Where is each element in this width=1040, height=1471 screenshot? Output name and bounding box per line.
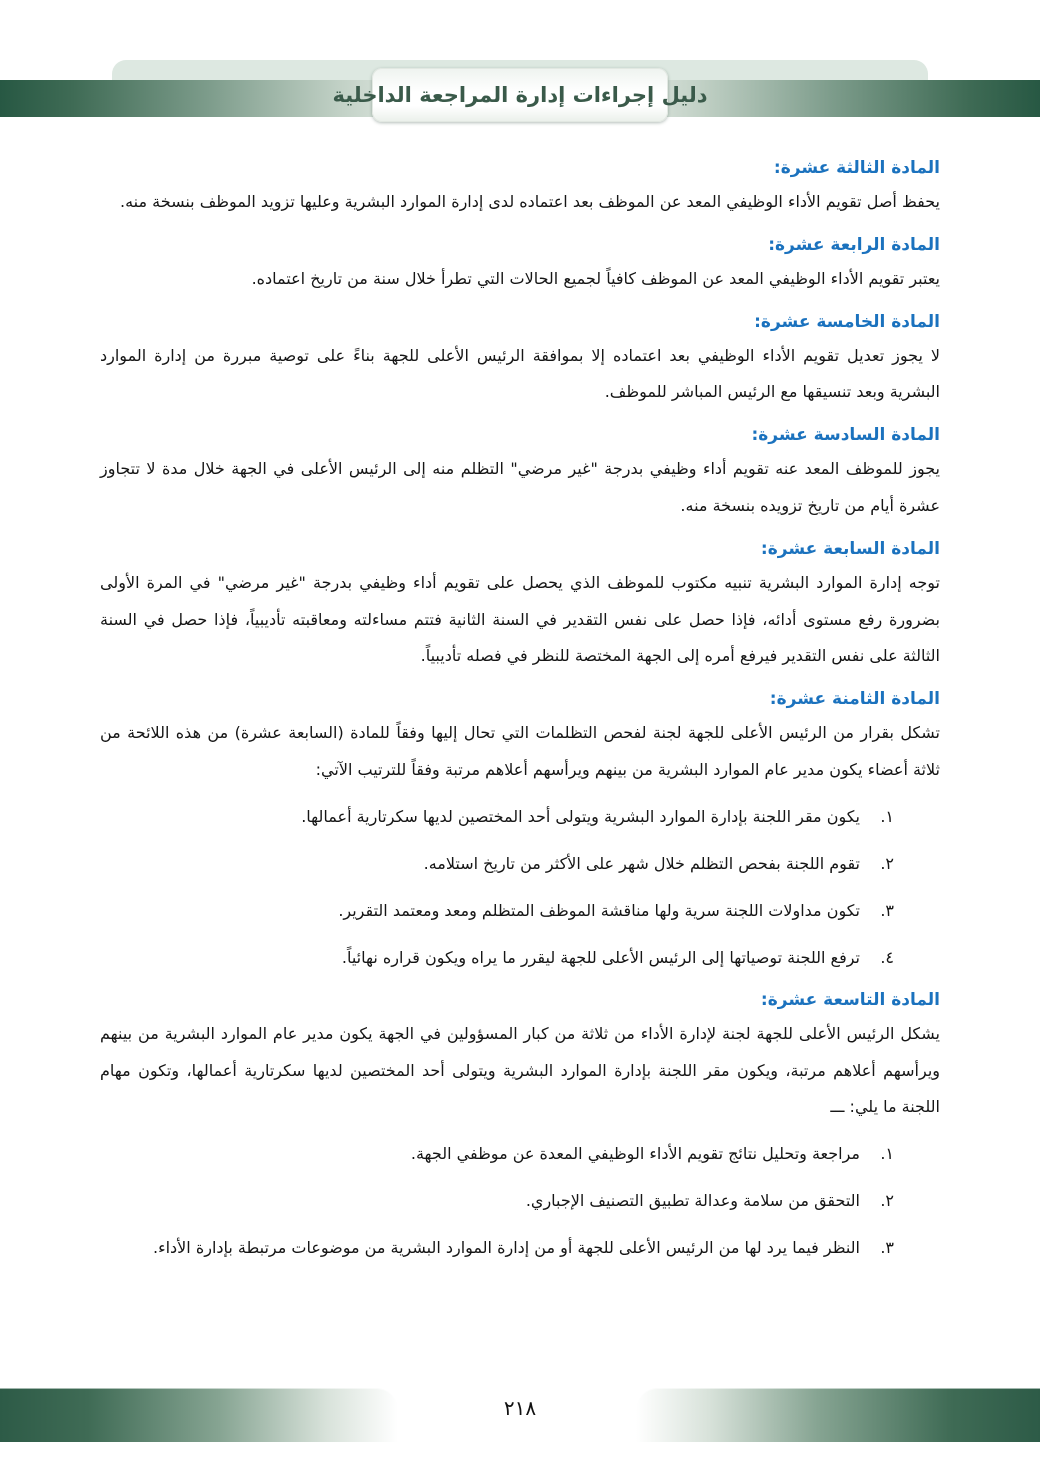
article-paragraph: لا يجوز تعديل تقويم الأداء الوظيفي بعد اعتماده إلا بموافقة الرئيس الأعلى للجهة بناءً على توصية مبررة من إدارة الموارد البشرية وبعد تنسيقها مع الرئيس المباشر للموظف. <box>100 345 940 402</box>
list-item <box>100 1230 894 1266</box>
list-item-number: ١. <box>880 1144 894 1164</box>
article-paragraph: يجوز للموظف المعد عنه تقويم أداء وظيفي بدرجة "غير مرضي" التظلم منه إلى الرئيس الأعلى في الجهة خلال مدة لا تتجاوز عشرة أيام من تاريخ تزويده بنسخة منه. <box>100 459 940 515</box>
list-item-text: ترفع اللجنة توصياتها إلى الرئيس الأعلى للجهة ليقرر ما يراه ويكون قراره نهائياً. <box>341 947 860 967</box>
article-section <box>100 158 940 221</box>
list-item <box>100 846 894 882</box>
list-item <box>100 799 894 835</box>
article-paragraph: يحفظ أصل تقويم الأداء الوظيفي المعد عن الموظف بعد اعتماده لدى إدارة الموارد البشرية وعليها تزويد الموظف بنسخة منه. <box>120 192 940 211</box>
list-item-number: ٢. <box>880 1191 894 1211</box>
page-title: دليل إجراءات إدارة المراجعة الداخلية <box>332 83 708 107</box>
list-item-text: تكون مداولات اللجنة سرية ولها مناقشة الموظف المتظلم ومعد ومعتمد التقرير. <box>338 900 860 920</box>
article-section <box>100 689 940 976</box>
list-item-number: ٣. <box>880 1238 894 1258</box>
list-item-text: تقوم اللجنة بفحص التظلم خلال شهر على الأكثر من تاريخ استلامه. <box>423 853 860 873</box>
article-section <box>100 539 940 675</box>
article-heading: المادة الثالثة عشرة: <box>773 158 940 178</box>
article-heading: المادة الخامسة عشرة: <box>754 311 940 332</box>
footer-bar-right <box>636 1388 1040 1442</box>
article-heading: المادة السادسة عشرة: <box>751 425 940 446</box>
article-heading: المادة التاسعة عشرة: <box>760 989 940 1010</box>
page-number: ٢١٨ <box>503 1396 537 1420</box>
list-item <box>100 893 894 929</box>
article-section <box>100 235 940 298</box>
article-section <box>100 425 940 525</box>
article-paragraph: تشكل بقرار من الرئيس الأعلى للجهة لجنة لفحص التظلمات التي تحال إليها وفقاً للمادة (السابعة عشرة) من هذه اللائحة من ثلاثة أعضاء يكون مدير عام الموارد البشرية من بينهم ويرأسهم أعلاهم مرتبة وفقاً للترتيب الآتي: <box>100 723 940 779</box>
list-item <box>100 1136 894 1172</box>
list-item-number: ٢. <box>880 853 894 873</box>
article-section <box>100 312 940 412</box>
list-item-number: ١. <box>880 806 894 826</box>
numbered-list <box>100 1136 894 1266</box>
article-section <box>100 990 940 1266</box>
document-body <box>100 148 940 1277</box>
article-heading: المادة الرابعة عشرة: <box>768 234 940 255</box>
article-heading: المادة الثامنة عشرة: <box>769 689 940 710</box>
article-paragraph: توجه إدارة الموارد البشرية تنبيه مكتوب للموظف الذي يحصل على تقويم أداء وظيفي بدرجة "غير مرضي" في المرة الأولى بضرورة رفع مستوى أدائه، فإذا حصل على نفس التقدير في السنة الثانية فتتم مساءلته ومعاقبته تأديبياً، فإذا حصل في السنة الثالثة على نفس التقدير فيرفع أمره إلى الجهة المختصة للنظر في فصله تأديبياً. <box>100 572 940 666</box>
article-paragraph: يشكل الرئيس الأعلى للجهة لجنة لإدارة الأداء من ثلاثة من كبار المسؤولين في الجهة يكون مدير عام الموارد البشرية من بينهم ويرأسهم أعلاهم مرتبة، ويكون مقر اللجنة بإدارة الموارد البشرية ويتولى أحد المختصين لديها سكرتارية أعمالها، وتكون مهام اللجنة ما يلي: ـــ <box>100 1023 940 1117</box>
list-item-number: ٤. <box>880 947 894 967</box>
numbered-list <box>100 799 894 976</box>
list-item-text: النظر فيما يرد لها من الرئيس الأعلى للجهة أو من إدارة الموارد البشرية من موضوعات مرتبطة بإدارة الأداء. <box>153 1238 860 1258</box>
article-heading: المادة السابعة عشرة: <box>760 538 940 559</box>
list-item <box>100 940 894 976</box>
list-item-text: مراجعة وتحليل نتائج تقويم الأداء الوظيفي المعدة عن موظفي الجهة. <box>410 1144 860 1164</box>
list-item <box>100 1183 894 1219</box>
list-item-text: التحقق من سلامة وعدالة تطبيق التصنيف الإجباري. <box>525 1191 860 1211</box>
list-item-number: ٣. <box>880 900 894 920</box>
list-item-text: يكون مقر اللجنة بإدارة الموارد البشرية ويتولى أحد المختصين لديها سكرتارية أعمالها. <box>301 806 860 826</box>
header-title-box <box>332 68 708 122</box>
article-paragraph: يعتبر تقويم الأداء الوظيفي المعد عن الموظف كافياً لجميع الحالات التي تطرأ خلال سنة من تاريخ اعتماده. <box>251 268 940 288</box>
